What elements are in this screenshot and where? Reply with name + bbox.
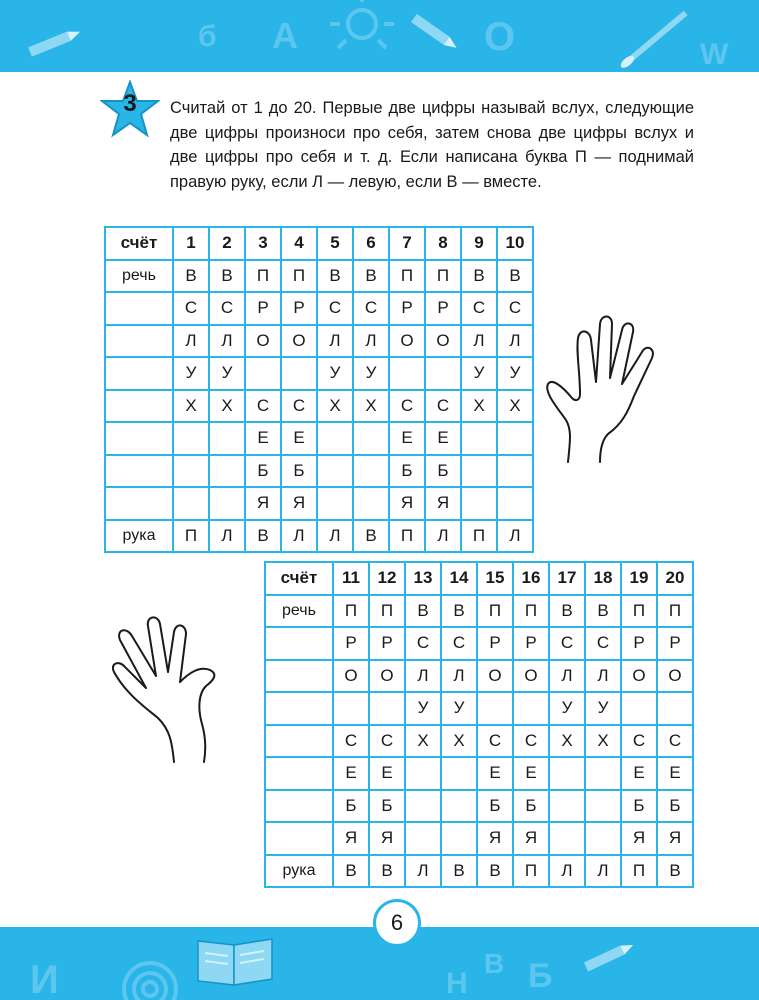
- letter-cell: Б: [425, 455, 461, 488]
- letter-cell: С: [441, 627, 477, 660]
- letter-cell: Я: [477, 822, 513, 855]
- header-label: счёт: [105, 227, 173, 260]
- letter-cell: В: [245, 520, 281, 553]
- letter-cell: В: [405, 595, 441, 628]
- letter-cell: Р: [425, 292, 461, 325]
- letter-cell: О: [333, 660, 369, 693]
- letter-cell: Е: [333, 757, 369, 790]
- table-row: [265, 725, 693, 758]
- letter-cell: С: [477, 725, 513, 758]
- letter-cell: [281, 357, 317, 390]
- letter-cell: С: [513, 725, 549, 758]
- letter-cell: Р: [281, 292, 317, 325]
- decor-letter: б: [198, 20, 217, 53]
- row-label: [265, 757, 333, 790]
- letter-cell: [657, 692, 693, 725]
- pencil-icon: [411, 14, 459, 52]
- letter-cell: О: [657, 660, 693, 693]
- letter-cell: В: [209, 260, 245, 293]
- table-row: [265, 822, 693, 855]
- letter-cell: Х: [405, 725, 441, 758]
- letter-cell: С: [245, 390, 281, 423]
- letter-cell: Я: [657, 822, 693, 855]
- decor-letter: В: [484, 948, 505, 979]
- letter-cell: С: [585, 627, 621, 660]
- letter-cell: [369, 692, 405, 725]
- left-hand-icon: [106, 614, 226, 764]
- table-header-row: [105, 227, 533, 260]
- table-row: [265, 627, 693, 660]
- letter-cell: Б: [621, 790, 657, 823]
- letter-cell: Е: [621, 757, 657, 790]
- row-label: [265, 692, 333, 725]
- letter-cell: Е: [245, 422, 281, 455]
- open-book-icon: [198, 939, 272, 985]
- row-label: [105, 455, 173, 488]
- letter-cell: Е: [425, 422, 461, 455]
- letter-cell: С: [369, 725, 405, 758]
- page-number: 6: [373, 899, 421, 947]
- row-label: [105, 390, 173, 423]
- table-row: [105, 520, 533, 553]
- letter-cell: П: [513, 595, 549, 628]
- top-decorative-band: [0, 0, 759, 72]
- letter-cell: [173, 455, 209, 488]
- letter-cell: П: [621, 595, 657, 628]
- decor-letter: Н: [446, 967, 468, 1000]
- letter-cell: Л: [317, 325, 353, 358]
- letter-cell: С: [497, 292, 533, 325]
- letter-cell: [441, 790, 477, 823]
- letter-cell: [405, 790, 441, 823]
- letter-cell: Х: [549, 725, 585, 758]
- table-row: [105, 487, 533, 520]
- letter-cell: П: [657, 595, 693, 628]
- letter-cell: Л: [209, 325, 245, 358]
- row-label: [105, 292, 173, 325]
- count-number-cell: 16: [513, 562, 549, 595]
- sun-icon: [330, 0, 394, 48]
- count-number-cell: 7: [389, 227, 425, 260]
- letter-cell: Л: [585, 855, 621, 888]
- letter-cell: [353, 455, 389, 488]
- decor-letter: А: [272, 15, 298, 56]
- letter-cell: У: [209, 357, 245, 390]
- letter-cell: Я: [369, 822, 405, 855]
- letter-cell: [209, 487, 245, 520]
- row-label: речь: [105, 260, 173, 293]
- letter-cell: О: [425, 325, 461, 358]
- letter-cell: В: [353, 520, 389, 553]
- letter-cell: [585, 790, 621, 823]
- table-header-row: [265, 562, 693, 595]
- letter-cell: Л: [405, 660, 441, 693]
- letter-cell: У: [497, 357, 533, 390]
- letter-cell: В: [441, 855, 477, 888]
- letter-cell: Л: [209, 520, 245, 553]
- letter-cell: [209, 455, 245, 488]
- table-row: [265, 757, 693, 790]
- letter-cell: Р: [477, 627, 513, 660]
- letter-cell: Е: [513, 757, 549, 790]
- letter-cell: С: [549, 627, 585, 660]
- letter-cell: П: [513, 855, 549, 888]
- letter-cell: Я: [513, 822, 549, 855]
- table-row: [105, 455, 533, 488]
- letter-cell: Б: [281, 455, 317, 488]
- letter-cell: В: [477, 855, 513, 888]
- letter-cell: С: [209, 292, 245, 325]
- row-label: [105, 422, 173, 455]
- letter-cell: [549, 790, 585, 823]
- letter-cell: Х: [209, 390, 245, 423]
- count-number-cell: 14: [441, 562, 477, 595]
- letter-cell: П: [389, 260, 425, 293]
- letter-cell: Р: [333, 627, 369, 660]
- letter-cell: Х: [441, 725, 477, 758]
- table-row: [265, 790, 693, 823]
- letter-cell: Р: [621, 627, 657, 660]
- letter-cell: В: [441, 595, 477, 628]
- letter-cell: [405, 822, 441, 855]
- top-band-decoration: [0, 0, 759, 72]
- letter-cell: С: [333, 725, 369, 758]
- letter-cell: Б: [477, 790, 513, 823]
- letter-cell: С: [281, 390, 317, 423]
- count-number-cell: 15: [477, 562, 513, 595]
- letter-cell: У: [353, 357, 389, 390]
- letter-cell: [441, 757, 477, 790]
- row-label: [265, 822, 333, 855]
- table-row: [105, 357, 533, 390]
- letter-cell: Я: [425, 487, 461, 520]
- letter-cell: [173, 422, 209, 455]
- letter-cell: Л: [353, 325, 389, 358]
- count-number-cell: 10: [497, 227, 533, 260]
- letter-cell: Р: [389, 292, 425, 325]
- letter-cell: О: [245, 325, 281, 358]
- letter-cell: О: [281, 325, 317, 358]
- letter-cell: [477, 692, 513, 725]
- count-number-cell: 17: [549, 562, 585, 595]
- letter-cell: П: [621, 855, 657, 888]
- count-number-cell: 8: [425, 227, 461, 260]
- letter-cell: [621, 692, 657, 725]
- letter-cell: Я: [389, 487, 425, 520]
- table-row: [265, 660, 693, 693]
- letter-cell: Л: [585, 660, 621, 693]
- table-row: [265, 692, 693, 725]
- letter-cell: Е: [369, 757, 405, 790]
- spiral-icon: [124, 963, 176, 1000]
- letter-cell: [425, 357, 461, 390]
- letter-cell: [353, 422, 389, 455]
- count-number-cell: 1: [173, 227, 209, 260]
- letter-cell: [317, 422, 353, 455]
- letter-cell: [209, 422, 245, 455]
- row-label: [265, 660, 333, 693]
- letter-cell: В: [173, 260, 209, 293]
- decor-letter: Б: [528, 957, 553, 995]
- letter-cell: Б: [245, 455, 281, 488]
- letter-cell: Л: [549, 660, 585, 693]
- letter-cell: Я: [621, 822, 657, 855]
- letter-cell: Л: [497, 520, 533, 553]
- table-row: [265, 855, 693, 888]
- count-number-cell: 3: [245, 227, 281, 260]
- letter-cell: В: [461, 260, 497, 293]
- letter-cell: В: [549, 595, 585, 628]
- letter-cell: Х: [173, 390, 209, 423]
- letter-cell: С: [621, 725, 657, 758]
- letter-cell: П: [333, 595, 369, 628]
- letter-cell: Х: [317, 390, 353, 423]
- letter-cell: У: [405, 692, 441, 725]
- row-label: [105, 325, 173, 358]
- letter-cell: Е: [389, 422, 425, 455]
- table-row: [105, 422, 533, 455]
- letter-cell: Р: [513, 627, 549, 660]
- letter-cell: С: [317, 292, 353, 325]
- letter-cell: [585, 757, 621, 790]
- count-number-cell: 13: [405, 562, 441, 595]
- pencil-icon: [584, 940, 635, 971]
- count-number-cell: 20: [657, 562, 693, 595]
- letter-cell: Л: [405, 855, 441, 888]
- row-label: [265, 790, 333, 823]
- letter-cell: О: [621, 660, 657, 693]
- letter-cell: О: [513, 660, 549, 693]
- letter-cell: Р: [657, 627, 693, 660]
- letter-cell: Р: [369, 627, 405, 660]
- letter-cell: [317, 487, 353, 520]
- letter-cell: П: [425, 260, 461, 293]
- letter-cell: П: [389, 520, 425, 553]
- letter-cell: В: [333, 855, 369, 888]
- letter-cell: [317, 455, 353, 488]
- letter-cell: С: [389, 390, 425, 423]
- letter-cell: Е: [477, 757, 513, 790]
- letter-cell: [513, 692, 549, 725]
- letter-cell: Л: [497, 325, 533, 358]
- letter-cell: Р: [245, 292, 281, 325]
- letter-cell: [497, 487, 533, 520]
- table-row: [105, 390, 533, 423]
- letter-cell: Л: [441, 660, 477, 693]
- letter-cell: О: [369, 660, 405, 693]
- letter-cell: С: [657, 725, 693, 758]
- row-label: [105, 487, 173, 520]
- letter-cell: О: [389, 325, 425, 358]
- letter-cell: У: [461, 357, 497, 390]
- letter-cell: В: [497, 260, 533, 293]
- letter-cell: Е: [281, 422, 317, 455]
- letter-cell: Л: [317, 520, 353, 553]
- row-label: [105, 357, 173, 390]
- letter-cell: Л: [461, 325, 497, 358]
- count-table-11-20: [264, 561, 694, 888]
- letter-cell: Б: [369, 790, 405, 823]
- row-label: [265, 627, 333, 660]
- decor-letter: W: [700, 38, 729, 71]
- letter-cell: У: [173, 357, 209, 390]
- letter-cell: П: [369, 595, 405, 628]
- letter-cell: Б: [389, 455, 425, 488]
- letter-cell: У: [585, 692, 621, 725]
- letter-cell: С: [461, 292, 497, 325]
- letter-cell: Л: [173, 325, 209, 358]
- row-label: речь: [265, 595, 333, 628]
- letter-cell: В: [657, 855, 693, 888]
- letter-cell: [461, 455, 497, 488]
- letter-cell: Х: [461, 390, 497, 423]
- count-number-cell: 11: [333, 562, 369, 595]
- letter-cell: Е: [657, 757, 693, 790]
- letter-cell: Х: [585, 725, 621, 758]
- table-row: [105, 292, 533, 325]
- count-number-cell: 6: [353, 227, 389, 260]
- letter-cell: [441, 822, 477, 855]
- letter-cell: П: [173, 520, 209, 553]
- letter-cell: У: [317, 357, 353, 390]
- letter-cell: П: [245, 260, 281, 293]
- header-label: счёт: [265, 562, 333, 595]
- letter-cell: В: [317, 260, 353, 293]
- letter-cell: В: [353, 260, 389, 293]
- count-number-cell: 4: [281, 227, 317, 260]
- table-row: [105, 325, 533, 358]
- letter-cell: С: [405, 627, 441, 660]
- letter-cell: Х: [353, 390, 389, 423]
- letter-cell: [333, 692, 369, 725]
- letter-cell: [461, 422, 497, 455]
- letter-cell: С: [173, 292, 209, 325]
- row-label: рука: [265, 855, 333, 888]
- letter-cell: Я: [245, 487, 281, 520]
- letter-cell: В: [369, 855, 405, 888]
- letter-cell: О: [477, 660, 513, 693]
- count-number-cell: 2: [209, 227, 245, 260]
- letter-cell: Л: [549, 855, 585, 888]
- letter-cell: Б: [513, 790, 549, 823]
- letter-cell: [497, 422, 533, 455]
- letter-cell: Я: [281, 487, 317, 520]
- letter-cell: Б: [333, 790, 369, 823]
- letter-cell: [245, 357, 281, 390]
- letter-cell: Л: [425, 520, 461, 553]
- letter-cell: [549, 757, 585, 790]
- letter-cell: П: [461, 520, 497, 553]
- letter-cell: [497, 455, 533, 488]
- letter-cell: [173, 487, 209, 520]
- letter-cell: Я: [333, 822, 369, 855]
- letter-cell: У: [549, 692, 585, 725]
- letter-cell: [389, 357, 425, 390]
- letter-cell: С: [425, 390, 461, 423]
- letter-cell: [353, 487, 389, 520]
- letter-cell: [549, 822, 585, 855]
- exercise-instruction: Считай от 1 до 20. Первые две цифры называй вслух, следующие две цифры произноси про себя, затем снова две цифры вслух и две цифры про себя и т. д. Если написана буква П — поднимай правую руку, если Л — левую, если В — вместе.: [170, 99, 694, 191]
- exercise-number: 3: [123, 90, 137, 117]
- brush-icon: [619, 10, 688, 70]
- letter-cell: С: [353, 292, 389, 325]
- count-number-cell: 18: [585, 562, 621, 595]
- decor-letter: О: [484, 15, 516, 59]
- letter-cell: В: [585, 595, 621, 628]
- row-label: [265, 725, 333, 758]
- letter-cell: [405, 757, 441, 790]
- letter-cell: [461, 487, 497, 520]
- count-number-cell: 5: [317, 227, 353, 260]
- letter-cell: П: [281, 260, 317, 293]
- decor-letter: И: [30, 958, 59, 1000]
- letter-cell: Б: [657, 790, 693, 823]
- letter-cell: Л: [281, 520, 317, 553]
- count-number-cell: 19: [621, 562, 657, 595]
- letter-cell: П: [477, 595, 513, 628]
- letter-cell: У: [441, 692, 477, 725]
- count-number-cell: 9: [461, 227, 497, 260]
- letter-cell: [585, 822, 621, 855]
- table-row: [105, 260, 533, 293]
- pencil-icon: [28, 27, 82, 57]
- row-label: рука: [105, 520, 173, 553]
- right-hand-icon: [538, 312, 670, 467]
- count-number-cell: 12: [369, 562, 405, 595]
- letter-cell: Х: [497, 390, 533, 423]
- table-row: [265, 595, 693, 628]
- count-table-1-10: [104, 226, 534, 553]
